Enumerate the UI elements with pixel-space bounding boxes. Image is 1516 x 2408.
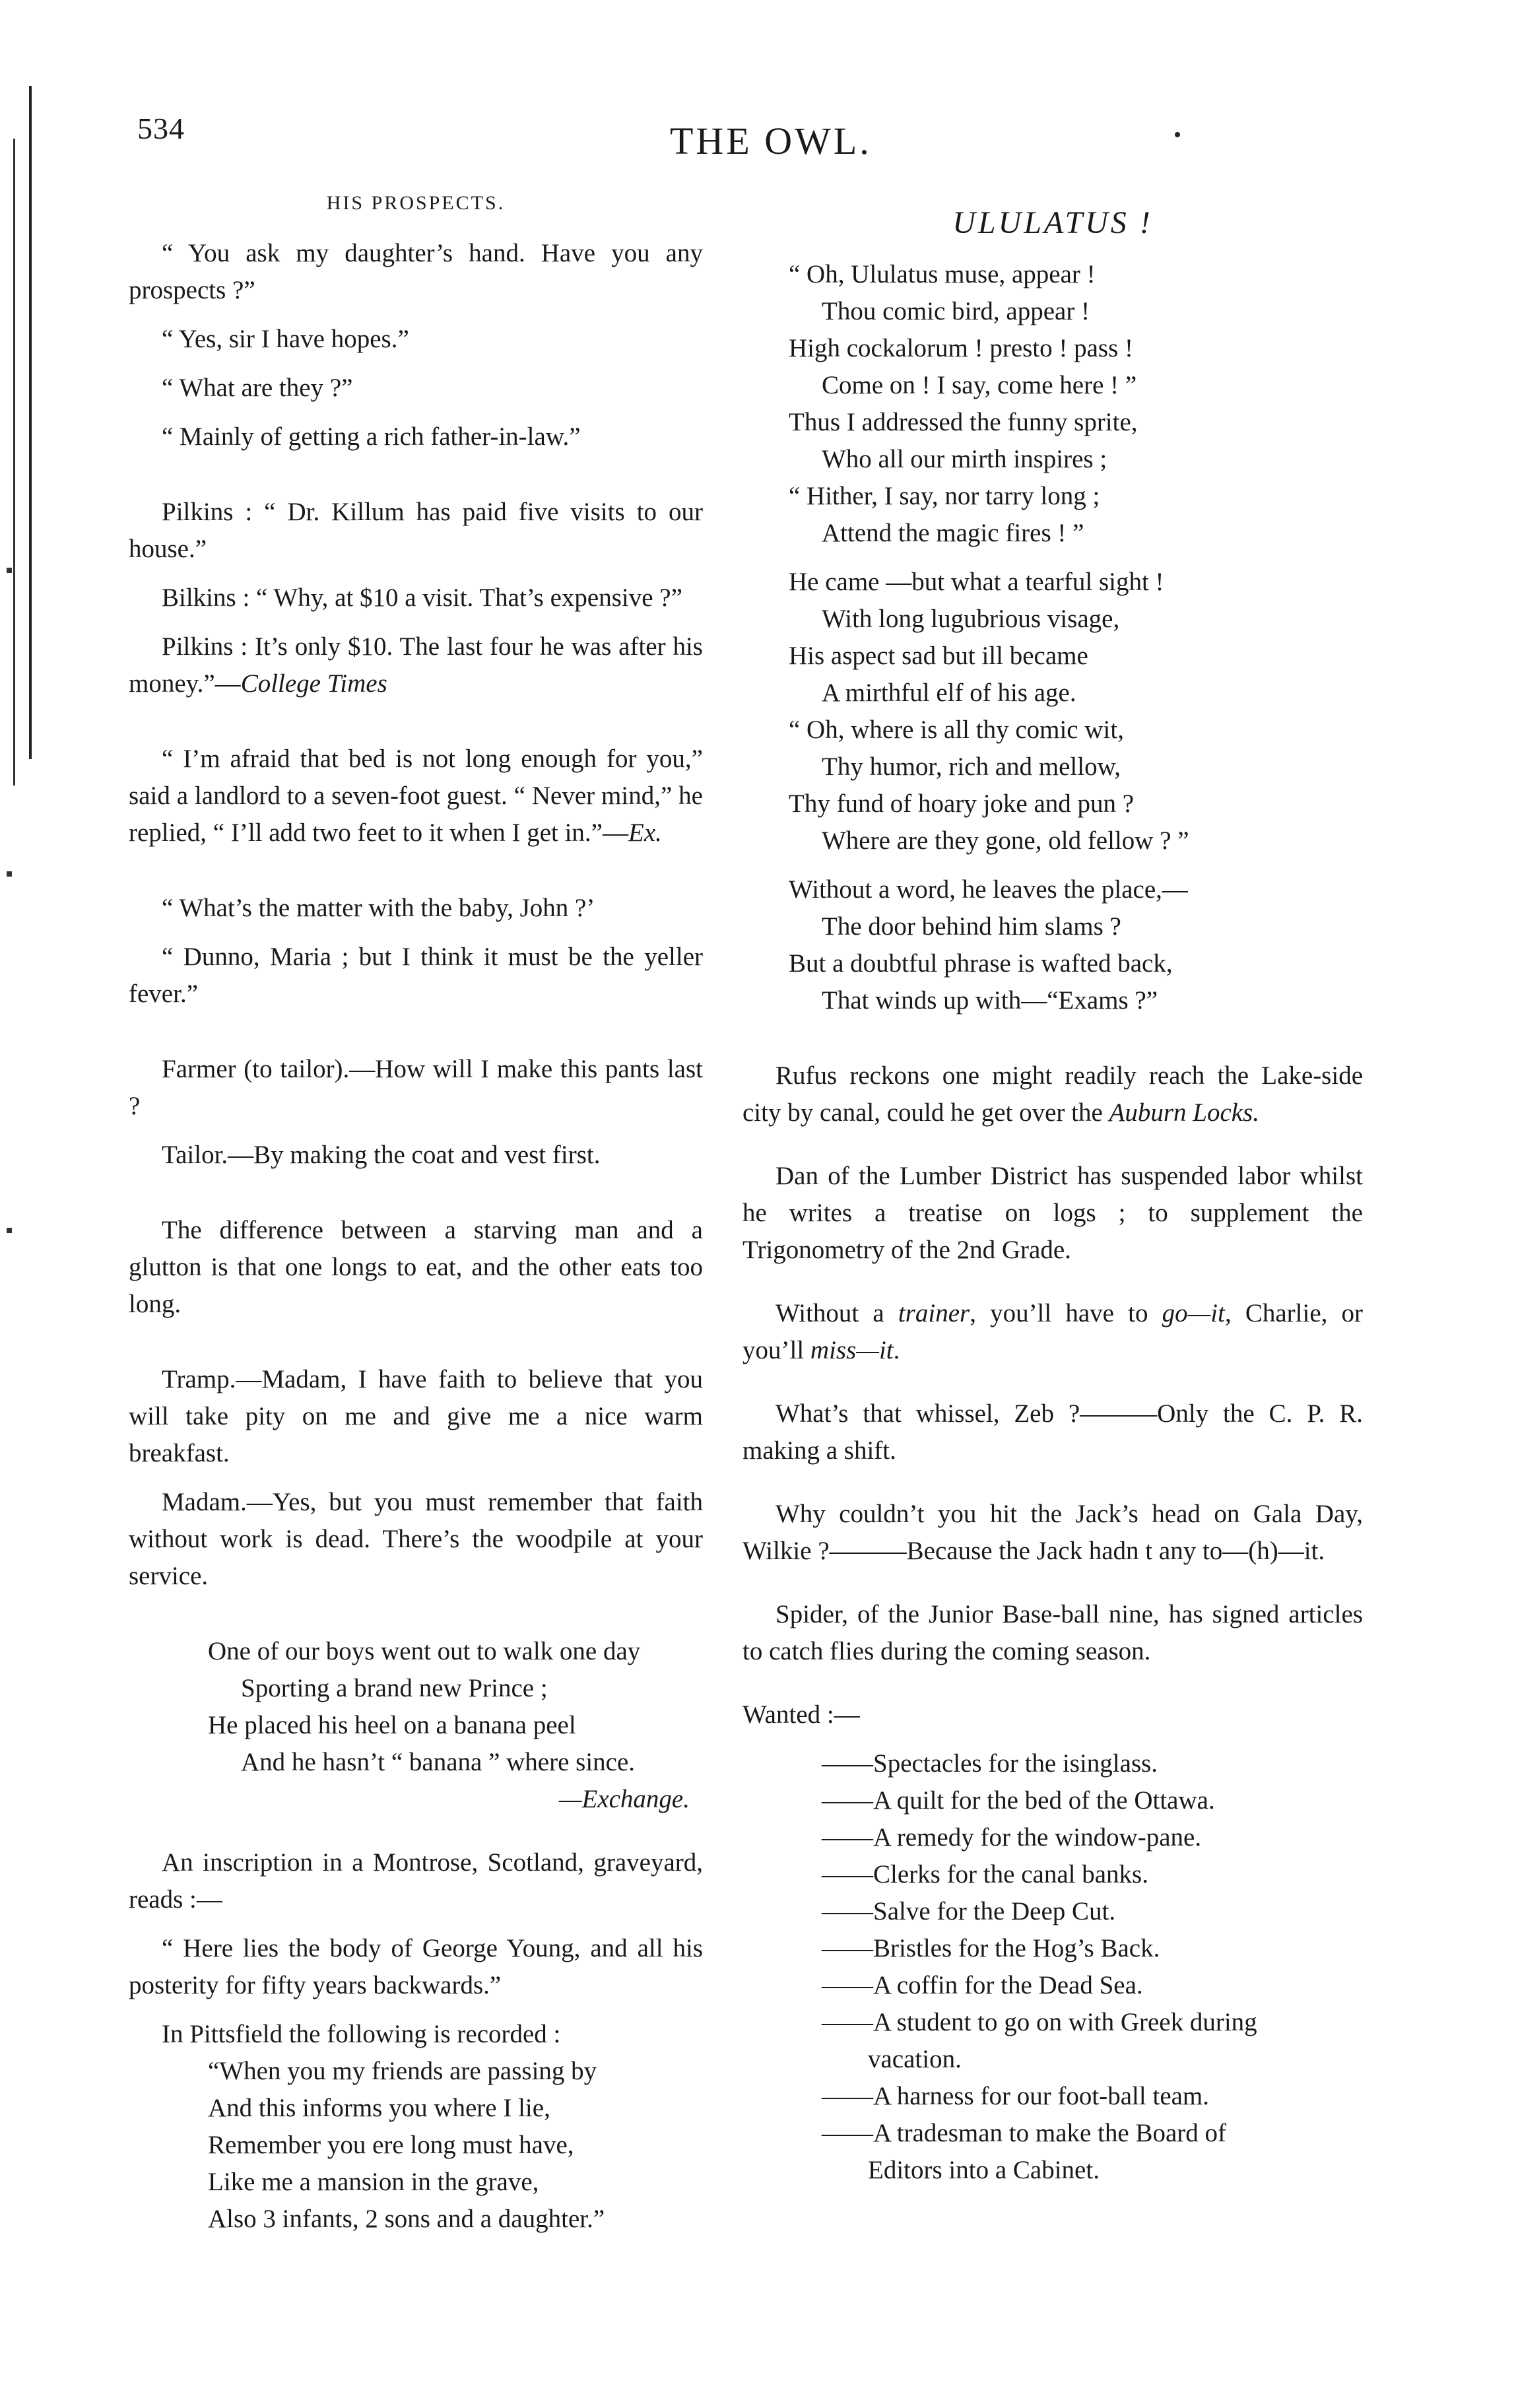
wanted-item: ——A harness for our foot-ball team.	[822, 2082, 1210, 2110]
page-number: 534	[137, 112, 185, 145]
poem-line: High cockalorum ! presto ! pass !	[789, 334, 1134, 362]
poem-line: Thou comic bird, appear !	[822, 297, 1090, 325]
poem-line: “ Hither, I say, nor tarry long ;	[789, 482, 1100, 510]
poem-line: “When you my friends are passing by	[208, 2057, 597, 2085]
ululatus-stanza	[742, 256, 1363, 552]
prospects-line: “ What are they ?”	[162, 374, 353, 402]
bed-paragraph	[129, 741, 703, 852]
poem-line: Sporting a brand new Prince ;	[241, 1674, 548, 1702]
trainer-text: Without a	[775, 1299, 898, 1327]
prospects-line: “ Yes, sir I have hopes.”	[162, 325, 409, 353]
poem-line: “ Oh, Ululatus muse, appear !	[789, 260, 1096, 288]
poem-line: Thy humor, rich and mellow,	[822, 752, 1121, 781]
wanted-item: ——A coffin for the Dead Sea.	[822, 1971, 1143, 1999]
auburn-locks-italic: Auburn Locks.	[1109, 1098, 1260, 1127]
edge-mark	[7, 568, 12, 573]
madam-paragraph: Madam.—Yes, but you must remember that faith without work is dead. There’s the woodpile at your service.	[129, 1488, 703, 1590]
dan-paragraph: Dan of the Lumber District has suspended labor whilst he writes a treatise on logs ; to supplement the Trigonometry of the 2nd Grade.	[742, 1162, 1363, 1264]
poem-line: Attend the magic fires ! ”	[822, 519, 1084, 547]
poem-line: But a doubtful phrase is wafted back,	[789, 949, 1173, 978]
poem-line: Thus I addressed the funny sprite,	[789, 408, 1138, 436]
ululatus-stanza	[742, 871, 1363, 1019]
trainer-text: , you’ll have to	[970, 1299, 1162, 1327]
poem-line: Remember you ere long must have,	[208, 2131, 574, 2159]
banana-poem	[129, 1633, 703, 1781]
jack-paragraph: Why couldn’t you hit the Jack’s head on Gala Day, Wilkie ?———Because the Jack hadn t any to—(h)—it.	[742, 1500, 1363, 1565]
whissel-paragraph: What’s that whissel, Zeb ?———Only the C. P. R. making a shift.	[742, 1399, 1363, 1465]
rufus-text: Rufus reckons one might readily reach the Lake-side city by canal, could he get over the	[742, 1061, 1363, 1127]
poem-line: Without a word, he leaves the place,—	[789, 875, 1188, 904]
wanted-item-continuation: Editors into a Cabinet.	[868, 2156, 1100, 2184]
left-column	[129, 185, 703, 2238]
wanted-item: ——Clerks for the canal banks.	[822, 1860, 1148, 1889]
wanted-list	[742, 1745, 1363, 2189]
poem-line: Also 3 infants, 2 sons and a daughter.”	[208, 2205, 605, 2233]
page-edge-binding	[0, 79, 40, 1531]
wanted-item: ——Bristles for the Hog’s Back.	[822, 1934, 1160, 1962]
source-attribution: Ex.	[628, 819, 662, 847]
tramp-paragraph: Tramp.—Madam, I have faith to believe that you will take pity on me and give me a nice warm breakfast.	[129, 1365, 703, 1467]
poem-line: Come on ! I say, come here ! ”	[822, 371, 1137, 399]
trainer-text: , Charlie, or you’ll	[742, 1299, 1363, 1364]
pilkins-text: Pilkins : It’s only $10. The last four he was after his money.”—	[129, 632, 703, 698]
pilkins-paragraph: Pilkins : “ Dr. Killum has paid five visits to our house.”	[129, 498, 703, 563]
trainer-italic: go—it	[1162, 1299, 1225, 1327]
source-attribution: —Exchange.	[558, 1785, 690, 1813]
wanted-item: ——A quilt for the bed of the Ottawa.	[822, 1786, 1215, 1815]
baby-paragraph: “ Dunno, Maria ; but I think it must be the yeller fever.”	[129, 943, 703, 1008]
epitaph-quote: “ Here lies the body of George Young, and all his posterity for fifty years backwards.”	[129, 1934, 703, 1999]
prospects-line: “ You ask my daughter’s hand. Have you any prospects ?”	[129, 239, 703, 304]
poem-line: One of our boys went out to walk one day	[208, 1637, 641, 1665]
poem-line: He came —but what a tearful sight !	[789, 568, 1164, 596]
wanted-heading: Wanted :—	[742, 1700, 860, 1729]
trainer-paragraph	[742, 1295, 1363, 1369]
poem-line: With long lugubrious visage,	[822, 605, 1120, 633]
binding-line	[29, 86, 32, 759]
rufus-paragraph	[742, 1057, 1363, 1131]
source-attribution: College Times	[240, 669, 387, 698]
wanted-item: ——Spectacles for the isinglass.	[822, 1749, 1158, 1778]
poem-line: The door behind him slams ?	[822, 912, 1121, 941]
glutton-paragraph: The difference between a starving man and a glutton is that one longs to eat, and the other eats too long.	[129, 1216, 703, 1318]
wanted-item: ——A tradesman to make the Board of	[822, 2119, 1227, 2147]
poem-line: And he hasn’t “ banana ” where since.	[241, 1748, 636, 1776]
poem-line: Like me a mansion in the grave,	[208, 2168, 539, 2196]
poem-line: That winds up with—“Exams ?”	[822, 986, 1158, 1015]
right-column	[742, 185, 1363, 2189]
epitaph-intro: An inscription in a Montrose, Scotland, graveyard, reads :—	[129, 1848, 703, 1914]
poem-line: Where are they gone, old fellow ? ”	[822, 826, 1189, 855]
poem-line: Thy fund of hoary joke and pun ?	[789, 789, 1135, 818]
binding-line	[13, 139, 15, 786]
bed-text: “ I’m afraid that bed is not long enough for you,” said a landlord to a seven-foot guest. “ Never mind,” he replied, “ I’ll add two feet to it when I get in.”—	[129, 745, 703, 847]
wanted-item: ——A student to go on with Greek during	[822, 2008, 1257, 2036]
trainer-italic: miss—it	[810, 1336, 894, 1364]
poem-line: His aspect sad but ill became	[789, 642, 1088, 670]
poem-line: “ Oh, where is all thy comic wit,	[789, 716, 1124, 744]
tailor-paragraph: Tailor.—By making the coat and vest first.	[162, 1141, 601, 1169]
prospects-line: “ Mainly of getting a rich father-in-law.”	[162, 422, 581, 451]
epitaph-intro: In Pittsfield the following is recorded :	[162, 2020, 561, 2048]
wanted-item: ——Salve for the Deep Cut.	[822, 1897, 1116, 1925]
poem-line: And this informs you where I lie,	[208, 2094, 550, 2122]
wanted-item-continuation: vacation.	[868, 2045, 962, 2073]
wanted-item: ——A remedy for the window-pane.	[822, 1823, 1202, 1852]
edge-mark	[7, 871, 12, 877]
poem-title-ululatus: ULULATUS !	[952, 205, 1153, 240]
spider-paragraph: Spider, of the Junior Base-ball nine, has signed articles to catch flies during the coming season.	[742, 1600, 1363, 1665]
section-heading-his-prospects: HIS PROSPECTS.	[326, 192, 506, 214]
pilkins-paragraph	[129, 628, 703, 702]
running-head: THE OWL.	[670, 119, 872, 162]
bilkins-paragraph: Bilkins : “ Why, at $10 a visit. That’s expensive ?”	[162, 584, 682, 612]
poem-line: He placed his heel on a banana peel	[208, 1711, 576, 1739]
print-dot	[1175, 132, 1180, 137]
edge-mark	[7, 1228, 12, 1233]
ululatus-stanza	[742, 564, 1363, 859]
poem-line: A mirthful elf of his age.	[822, 679, 1076, 707]
baby-paragraph: “ What’s the matter with the baby, John ?’	[162, 894, 595, 922]
epitaph-verse	[129, 2053, 703, 2238]
trainer-italic: trainer	[898, 1299, 970, 1327]
trainer-text: .	[893, 1336, 900, 1364]
poem-line: Who all our mirth inspires ;	[822, 445, 1107, 473]
farmer-paragraph: Farmer (to tailor).—How will I make this pants last ?	[129, 1055, 703, 1120]
